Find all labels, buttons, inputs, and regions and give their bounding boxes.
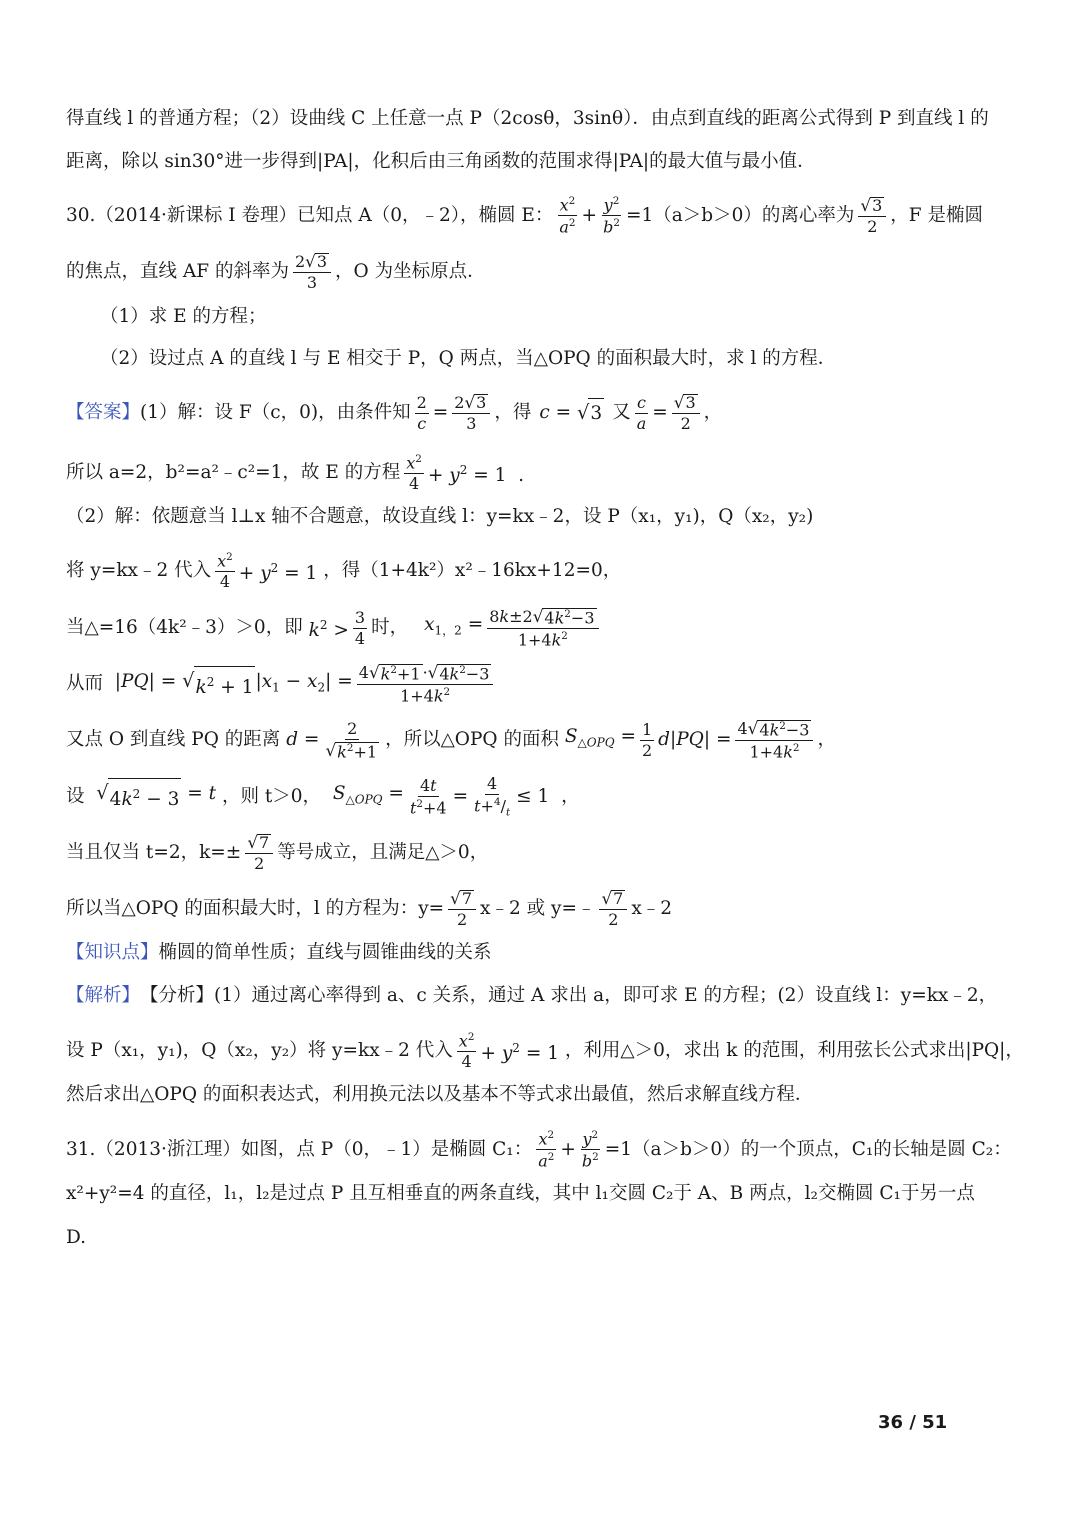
- answer-line-10: 所以当△OPQ 的面积最大时，l 的方程为：y= √ 7 2 x﹣2 或 y=﹣ √ 7 2 x﹣2: [66, 888, 673, 929]
- text-line: 得直线 l 的普通方程；（2）设曲线 C 上任意一点 P（2cosθ，3sinθ）．由点到直线的距离公式得到 P 到直线 l 的: [66, 108, 989, 129]
- question-30-part-2: （2）设过点 A 的直线 l 与 E 相交于 P，Q 两点，当△OPQ 的面积最大时，求 l 的方程．: [100, 348, 837, 369]
- question-31-stem: 31.（2013·浙江理）如图，点 P（0，﹣1）是椭圆 C₁： $\frac{x^2}{a^2}$ + $\frac{y^2}{b^2}$ =1（a＞b＞0）的一个顶点，C₁的长轴是圆 C₂：: [66, 1129, 1012, 1171]
- formula-sqrt3-over-2: √ 3 2: [858, 197, 886, 235]
- answer-line-1: 【答案】 (1）解：设 F（c，0)，由条件知 $\frac{2}{c}$ = 2 √ 3 3 ，得 c = √ 3 又 $\frac{c}{a}$ = √ 3 2 ，: [66, 392, 723, 433]
- knowledge-point-tag: 【知识点】: [66, 942, 159, 963]
- analysis-tag: 【解析】: [66, 985, 141, 1006]
- page-number: 36 / 51: [878, 1412, 948, 1433]
- answer-tag: 【答案】: [66, 402, 141, 423]
- knowledge-point-line: 【知识点】 椭圆的简单性质；直线与圆锥曲线的关系: [66, 938, 1020, 968]
- question-30-part-1: （1）求 E 的方程；: [100, 306, 267, 327]
- answer-line-3: （2）解：依题意当 l⊥x 轴不合题意，故设直线 l：y=kx﹣2，设 P（x₁，y₁)，Q（x₂，y₂): [66, 506, 814, 527]
- answer-line-8: 设 √ $4k^2 - 3$ = t ，则 t＞0， $S_{\triangle OPQ}$ = $\frac{4t}{t^2+4}$ = $\frac{4}{t+^4/_t}$ ≤ 1 ，: [66, 774, 580, 819]
- answer-line-6: 从而 |PQ| = √ $k^2 + 1$ $|x_1 - x_2|$ = 4 √ $k^2+1$ · √ $4k^2-3$ $1+4k^2$: [66, 664, 1020, 705]
- formula-x2-over-a2: $\frac{x^2}{a^2}$: [559, 195, 576, 237]
- formula-2sqrt3-over-3: 2 √ 3 3: [293, 253, 331, 291]
- question-30-stem: 30.（2014·新课标 I 卷理）已知点 A（0，﹣2），椭圆 E： $\frac{x^2}{a^2}$ + $\frac{y^2}{b^2}$ =1（a＞b＞0）的离心率为 √ 3 2 ，F 是椭圆: [66, 194, 983, 237]
- text-line: 距离，除以 sin30°进一步得到|PA|，化积后由三角函数的范围求得|PA|的最大值与最小值．: [66, 151, 816, 172]
- question-30-stem-2: 的焦点，直线 AF 的斜率为 2 √ 3 3 ，O 为坐标原点．: [66, 251, 486, 292]
- answer-line-5: 当△=16（4k²﹣3）＞0，即 $k^2$ > $\frac{3}{4}$ 时， $x_{1,2}$ = 8k±2 √ $4k^2-3$ $1+4k^2$: [66, 608, 1020, 649]
- question-31-stem-2: x²+y²=4 的直径，l₁，l₂是过点 P 且互相垂直的两条直线，其中 l₁交圆 C₂于 A、B 两点，l₂交椭圆 C₁于另一点: [66, 1183, 975, 1204]
- answer-line-2: 所以 a=2，b²=a²﹣c²=1，故 E 的方程 $\frac{x^2}{4}$ + $y^2 = 1$ .: [66, 453, 525, 494]
- answer-line-7: 又点 O 到直线 PQ 的距离 d = 2 √ $k^2+1$ ，所以△OPQ 的面积 $S_{\triangle OPQ}$ = $\frac{1}{2}$ d|PQ| = 4 √ $4k^2-3$ $1+4k^2$ ，: [66, 718, 836, 762]
- formula-y2-over-b2: $\frac{y^2}{b^2}$: [603, 195, 620, 237]
- question-31-stem-3: D.: [66, 1227, 87, 1248]
- analysis-line-3: 然后求出△OPQ 的面积表达式，利用换元法以及基本不等式求出最值，然后求解直线方程．: [66, 1084, 814, 1105]
- answer-line-4: 将 y=kx﹣2 代入 $\frac{x^2}{4}$ + $y^2 = 1$ ，得（1+4k²）x²﹣16kx+12=0，: [66, 551, 622, 592]
- answer-line-9: 当且仅当 t=2，k=± √ 7 2 等号成立，且满足△＞0，: [66, 832, 489, 873]
- analysis-line-2: 设 P（x₁，y₁)，Q（x₂，y₂）将 y=kx﹣2 代入 $\frac{x^2}{4}$ + $y^2 = 1$ ，利用△＞0，求出 k 的范围，利用弦长公式求出|PQ|，: [66, 1031, 1024, 1072]
- analysis-line-1: 【解析】 【分析】(1）通过离心率得到 a、c 关系，通过 A 求出 a，即可求 E 的方程；(2）设直线 l：y=kx﹣2，: [66, 981, 1020, 1011]
